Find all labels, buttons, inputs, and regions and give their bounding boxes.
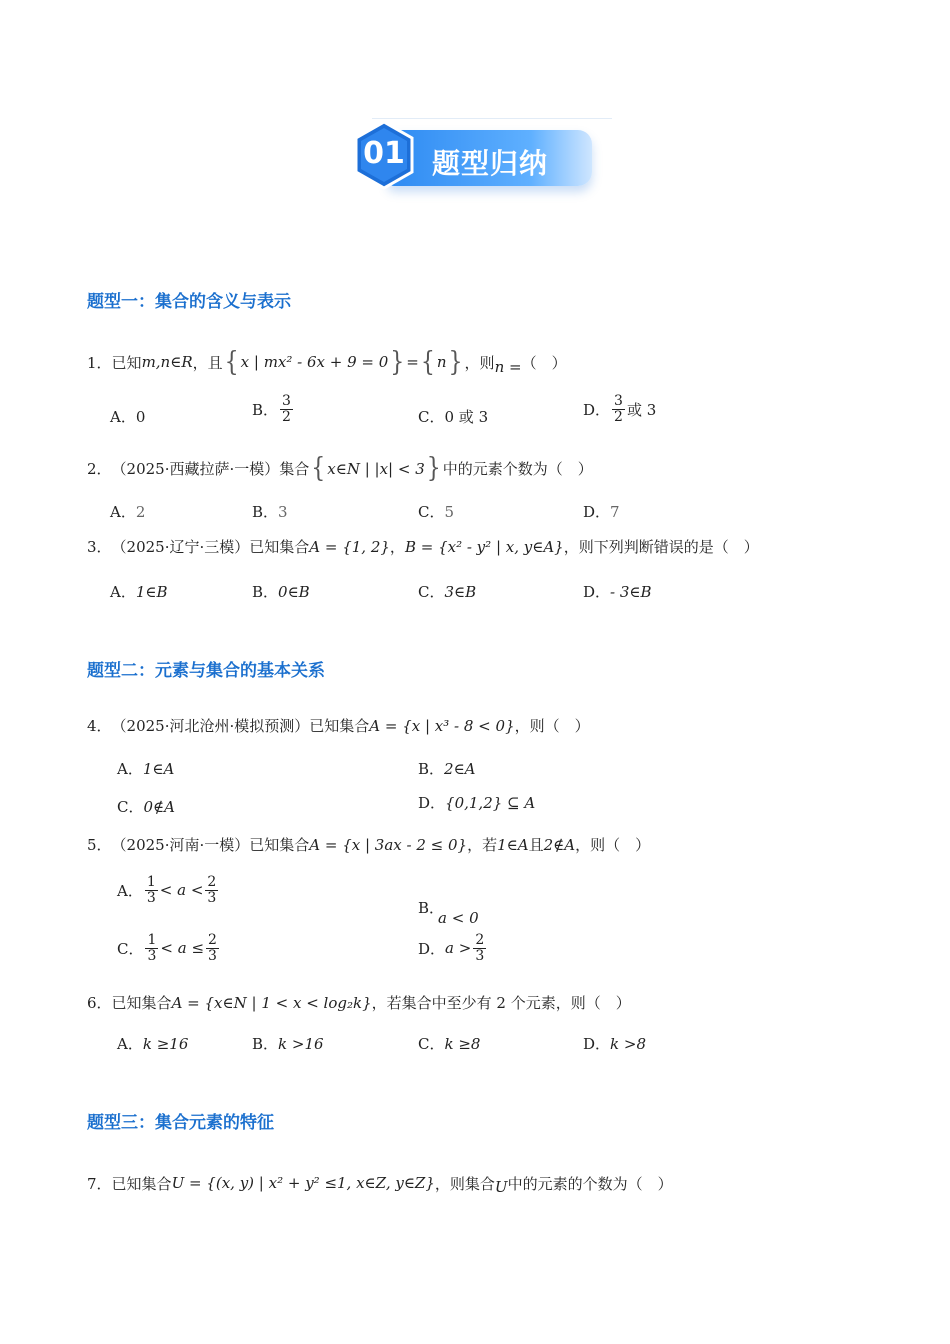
banner-rule: [372, 118, 612, 119]
question-text: ，则（ ）: [575, 836, 651, 854]
numerator: 1: [147, 932, 157, 948]
option-text: 2: [135, 502, 146, 521]
option-text: 0∉A: [143, 797, 175, 816]
option-label: A．: [117, 1035, 143, 1053]
question-5: [87, 834, 650, 855]
option-label: A．: [110, 503, 136, 521]
option-text: k ≥16: [142, 1034, 189, 1053]
option-3d: [583, 581, 652, 602]
question-text: ，则（ ）: [514, 717, 590, 735]
question-text: （ ）: [521, 353, 567, 372]
option-5d: [418, 933, 488, 963]
question-1: [87, 348, 567, 376]
question-7: [87, 1170, 673, 1196]
option-3a: [110, 581, 168, 602]
question-source: （2025·河南·一模）已知集合: [111, 836, 310, 854]
brace-right: }: [448, 346, 463, 378]
math-set: x∈N | |x| < 3: [327, 459, 425, 478]
option-text: {0,1,2} ⊆ A: [445, 793, 536, 812]
denominator: 3: [147, 947, 157, 964]
numerator: 2: [208, 932, 217, 948]
question-text: 已知集合: [111, 994, 172, 1012]
option-1b: [252, 394, 295, 424]
math-condition: 1∈A: [497, 835, 529, 854]
option-text: 或 3: [626, 400, 657, 419]
option-2c: [418, 501, 454, 522]
question-text: ，若集合中至少有 2 个元素，则（ ）: [371, 994, 631, 1012]
question-text: ，则下列判断错误的是（ ）: [563, 538, 759, 556]
option-text: k >8: [610, 1034, 647, 1053]
option-label: A．: [117, 760, 143, 778]
option-label: C．: [418, 408, 445, 426]
option-4b: [418, 758, 476, 779]
option-text: 5: [444, 502, 455, 521]
option-1d: [583, 394, 656, 424]
question-text: 中的元素的个数为（ ）: [507, 1174, 673, 1193]
brace-right: }: [426, 452, 441, 485]
math-set: n: [436, 353, 447, 371]
option-3b: [252, 581, 310, 602]
option-label: D．: [418, 939, 446, 958]
question-text: ，若: [467, 836, 498, 854]
fraction: [205, 875, 218, 905]
option-1c: [418, 406, 488, 427]
math-set-b: B = {x² - y² | x, y∈A}: [404, 537, 564, 556]
question-source: （2025·河北沧州·模拟预测）已知集合: [111, 717, 370, 735]
math-var: U: [494, 1178, 508, 1196]
option-label: A．: [110, 583, 136, 601]
option-label: B．: [418, 898, 445, 917]
question-number: 7．: [87, 1174, 112, 1193]
question-number: 2．: [87, 460, 112, 478]
option-text: < a ≤: [160, 939, 205, 958]
option-label: B．: [418, 760, 445, 778]
question-number: 5．: [87, 836, 112, 854]
option-text: 0 或 3: [444, 408, 489, 426]
math-set: A = {x∈N | 1 < x < log₂k}: [171, 993, 372, 1012]
option-label: D．: [418, 794, 446, 812]
option-2d: [583, 501, 620, 522]
denominator: 3: [146, 889, 156, 906]
option-text: 3∈B: [444, 582, 477, 601]
option-label: D．: [583, 583, 611, 601]
question-text: 已知: [111, 353, 142, 372]
math-set: A = {x | x³ - 8 < 0}: [369, 716, 515, 735]
option-2a: [110, 501, 145, 522]
section-title-2: 题型二：元素与集合的基本关系: [87, 661, 325, 681]
math-set: U = {(x, y) | x² + y² ≤1, x∈Z, y∈Z}: [171, 1174, 435, 1192]
option-label: D．: [583, 503, 611, 521]
numerator: 2: [475, 932, 485, 948]
fraction: [145, 875, 158, 905]
section-title-3: 题型三：集合元素的特征: [87, 1113, 274, 1133]
brace-left: {: [224, 346, 239, 378]
option-label: B．: [252, 1035, 279, 1053]
brace-left: {: [420, 346, 435, 378]
option-1a: [110, 406, 145, 427]
question-text: ，且: [192, 353, 223, 372]
fraction: [280, 394, 293, 424]
option-5a: [117, 875, 220, 905]
option-label: A．: [110, 408, 136, 426]
banner-number: 01: [363, 136, 405, 171]
section-banner: [352, 118, 600, 194]
option-text: 0∈B: [278, 582, 310, 601]
question-source: （2025·辽宁·三模）已知集合: [111, 538, 310, 556]
question-text: ，则: [464, 353, 495, 372]
fraction: [145, 933, 158, 963]
question-6: [87, 992, 631, 1013]
option-text: 3: [278, 502, 288, 521]
option-3c: [418, 581, 476, 602]
option-text: < a <: [159, 881, 204, 900]
question-text: 且: [528, 836, 544, 854]
option-label: B．: [252, 400, 279, 419]
math-set: x | mx² - 6x + 9 = 0: [240, 353, 389, 371]
math-condition: m,n∈R: [141, 353, 193, 371]
banner-title: 题型归纳: [432, 147, 549, 180]
option-text: 7: [610, 502, 620, 521]
question-4: [87, 715, 590, 736]
question-number: 1．: [87, 353, 112, 372]
fraction: [612, 394, 625, 424]
question-number: 3．: [87, 538, 112, 556]
option-text: 0: [135, 407, 146, 426]
option-6d: [583, 1033, 646, 1054]
option-text: k ≥8: [444, 1034, 481, 1053]
question-text: ，则集合: [434, 1174, 495, 1193]
option-6b: [252, 1033, 324, 1054]
separator: ，: [389, 538, 405, 556]
question-number: 4．: [87, 717, 112, 735]
brace-right: }: [390, 346, 405, 378]
math-ask: n =: [494, 358, 522, 376]
denominator: 3: [475, 947, 485, 964]
option-label: C．: [418, 503, 445, 521]
option-5b: [418, 887, 479, 927]
option-text: k >16: [278, 1034, 324, 1053]
math-set-a: A = {1, 2}: [309, 537, 390, 556]
numerator: 3: [282, 393, 291, 409]
option-label: D．: [583, 400, 611, 419]
option-label: B．: [252, 583, 279, 601]
fraction: [206, 933, 219, 963]
question-number: 6．: [87, 994, 112, 1012]
option-text: 1∈B: [135, 582, 168, 601]
option-label: D．: [583, 1035, 611, 1053]
option-6c: [418, 1033, 480, 1054]
option-label: A．: [117, 881, 143, 900]
option-4a: [117, 758, 174, 779]
denominator: 3: [208, 947, 217, 964]
question-3: [87, 536, 759, 557]
option-text: a < 0: [438, 909, 479, 927]
math-condition: 2∉A: [543, 835, 576, 854]
fraction: [473, 933, 486, 963]
section-title-1: 题型一：集合的含义与表示: [87, 292, 291, 312]
math-equals: =: [406, 353, 419, 371]
option-4d: [418, 792, 535, 813]
math-set: A = {x | 3ax - 2 ≤ 0}: [309, 835, 468, 854]
option-label: B．: [252, 503, 279, 521]
option-text: 1∈A: [142, 759, 175, 778]
denominator: 2: [282, 408, 291, 425]
numerator: 1: [146, 874, 156, 890]
option-4c: [117, 796, 175, 817]
question-text: 已知集合: [111, 1174, 172, 1193]
option-6a: [117, 1033, 188, 1054]
question-source: （2025·西藏拉萨·一模）集合: [111, 460, 310, 478]
numerator: 2: [207, 874, 217, 890]
option-label: C．: [418, 1035, 445, 1053]
brace-left: {: [311, 452, 326, 485]
option-label: C．: [418, 583, 445, 601]
question-2: [87, 452, 593, 485]
option-text: 2∈A: [444, 759, 476, 778]
option-label: C．: [117, 798, 144, 816]
option-label: C．: [117, 939, 144, 958]
denominator: 2: [614, 408, 623, 425]
option-5c: [117, 933, 221, 963]
question-text: 中的元素个数为（ ）: [442, 460, 593, 478]
option-text: a >: [445, 939, 472, 958]
denominator: 3: [207, 889, 217, 906]
option-text: - 3∈B: [610, 582, 652, 601]
numerator: 3: [614, 393, 623, 409]
option-2b: [252, 501, 288, 522]
